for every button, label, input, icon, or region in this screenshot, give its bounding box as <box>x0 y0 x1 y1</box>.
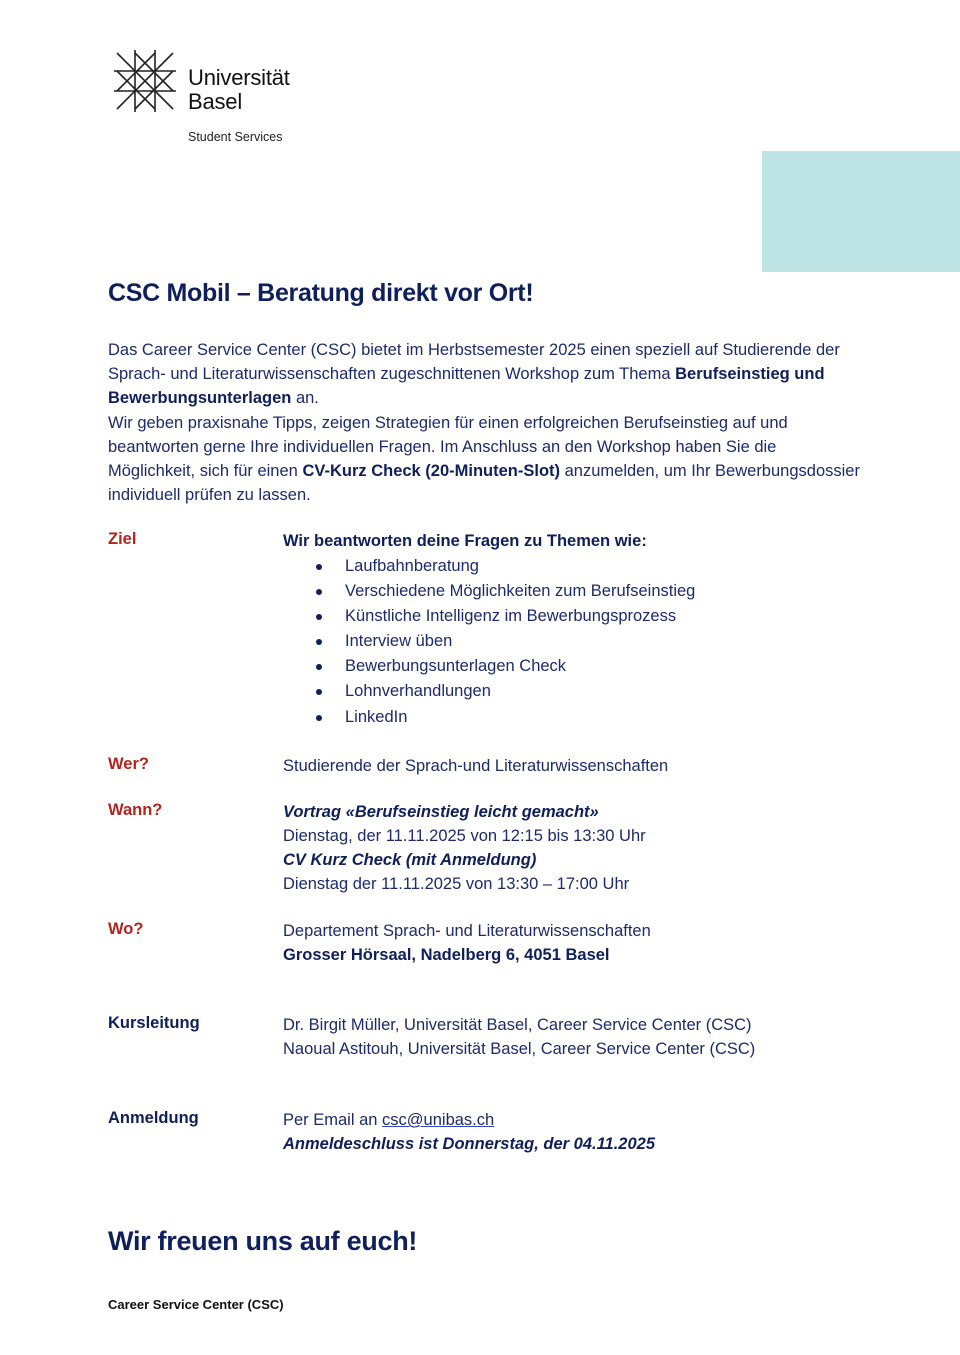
logo-line-1: Universität <box>188 65 290 90</box>
bullet-icon <box>316 589 322 595</box>
intro-p1-bold: Berufseinstieg und Bewerbungsunterlagen <box>108 365 825 408</box>
bullet-icon <box>316 614 322 620</box>
footer-organization: Career Service Center (CSC) <box>108 1297 284 1312</box>
event-2-title: CV Kurz Check (mit Anmeldung) <box>283 851 537 869</box>
list-item-text: Interview üben <box>345 632 453 651</box>
intro-paragraph-1 <box>108 338 868 411</box>
university-logo-icon <box>114 50 176 112</box>
list-item <box>312 629 695 654</box>
bullet-icon <box>316 564 322 570</box>
location-address: Grosser Hörsaal, Nadelberg 6, 4051 Basel <box>283 946 610 964</box>
bullet-icon <box>316 639 322 645</box>
intro-text <box>108 338 868 507</box>
list-item-text: Künstliche Intelligenz im Bewerbungsprozess <box>345 607 677 626</box>
label-anmeldung: Anmeldung <box>108 1109 199 1127</box>
registration-line <box>283 1108 655 1132</box>
label-wo: Wo? <box>108 920 144 938</box>
wann-value <box>283 800 646 896</box>
label-kursleitung: Kursleitung <box>108 1014 200 1032</box>
intro-p2-bold: CV-Kurz Check (20-Minuten-Slot) <box>302 462 561 481</box>
bullet-icon <box>316 664 322 670</box>
bullet-icon <box>316 715 322 721</box>
email-prefix: Per Email an <box>283 1111 383 1129</box>
event-1-title: Vortrag «Berufseinstieg leicht gemacht» <box>283 803 599 821</box>
list-item <box>312 604 695 629</box>
list-item <box>312 679 695 704</box>
list-item <box>312 654 695 679</box>
instructor-2: Naoual Astitouh, Universität Basel, Career Service Center (CSC) <box>283 1040 756 1058</box>
intro-p2-end: anzumelden, um Ihr Bewerbungsdossier individuell prüfen zu lassen. <box>108 462 860 505</box>
list-item <box>312 554 695 579</box>
email-link[interactable]: csc@unibas.ch <box>382 1111 495 1129</box>
topics-list <box>312 554 695 730</box>
accent-block <box>762 151 960 272</box>
event-2-time: Dienstag der 11.11.2025 von 13:30 – 17:00 Uhr <box>283 875 630 893</box>
kursleitung-value <box>283 1013 755 1061</box>
intro-p2-text: Wir geben praxisnahe Tipps, zeigen Strategien für einen erfolgreichen Berufseinstieg auf und beantworten gerne Ihre individuellen Fragen. Im Anschluss an den Workshop haben Sie die Möglichkeit, sich für einen <box>108 413 788 481</box>
instructor-1: Dr. Birgit Müller, Universität Basel, Career Service Center (CSC) <box>283 1016 752 1034</box>
location-department: Departement Sprach- und Literaturwissenschaften <box>283 922 651 940</box>
list-item-text: LinkedIn <box>345 707 408 726</box>
list-item-text: Verschiedene Möglichkeiten zum Berufseinstieg <box>345 582 696 601</box>
anmeldung-value <box>283 1108 655 1156</box>
event-1-time: Dienstag, der 11.11.2025 von 12:15 bis 13:30 Uhr <box>283 827 646 845</box>
label-wann: Wann? <box>108 801 163 819</box>
ziel-heading-text: Wir beantworten deine Fragen zu Themen wie: <box>283 532 647 550</box>
registration-deadline: Anmeldeschluss ist Donnerstag, der 04.11.2025 <box>283 1135 656 1153</box>
label-ziel: Ziel <box>108 530 137 548</box>
list-item-text: Laufbahnberatung <box>345 557 479 575</box>
closing-heading: Wir freuen uns auf euch! <box>108 1226 418 1256</box>
wo-value <box>283 919 651 967</box>
list-item <box>312 705 695 730</box>
label-wer: Wer? <box>108 755 149 773</box>
logo-line-2: Basel <box>188 89 243 114</box>
university-logo-wordmark <box>188 66 290 114</box>
intro-p1-text: Das Career Service Center (CSC) bietet im Herbstsemester 2025 einen speziell auf Studierende der Sprach- und Literaturwissenschaften zugeschnittenen Workshop zum Thema <box>108 341 840 384</box>
page-title: CSC Mobil – Beratung direkt vor Ort! <box>108 279 534 307</box>
list-item-text: Lohnverhandlungen <box>345 682 491 701</box>
list-item <box>312 579 695 604</box>
logo-subtitle: Student Services <box>188 130 283 144</box>
intro-p1-end: an. <box>291 389 319 408</box>
wer-value: Studierende der Sprach-und Literaturwissenschaften <box>283 757 669 775</box>
bullet-icon <box>316 689 322 695</box>
intro-paragraph-2 <box>108 411 868 508</box>
list-item-text: Bewerbungsunterlagen Check <box>345 657 567 676</box>
ziel-heading <box>283 529 647 553</box>
